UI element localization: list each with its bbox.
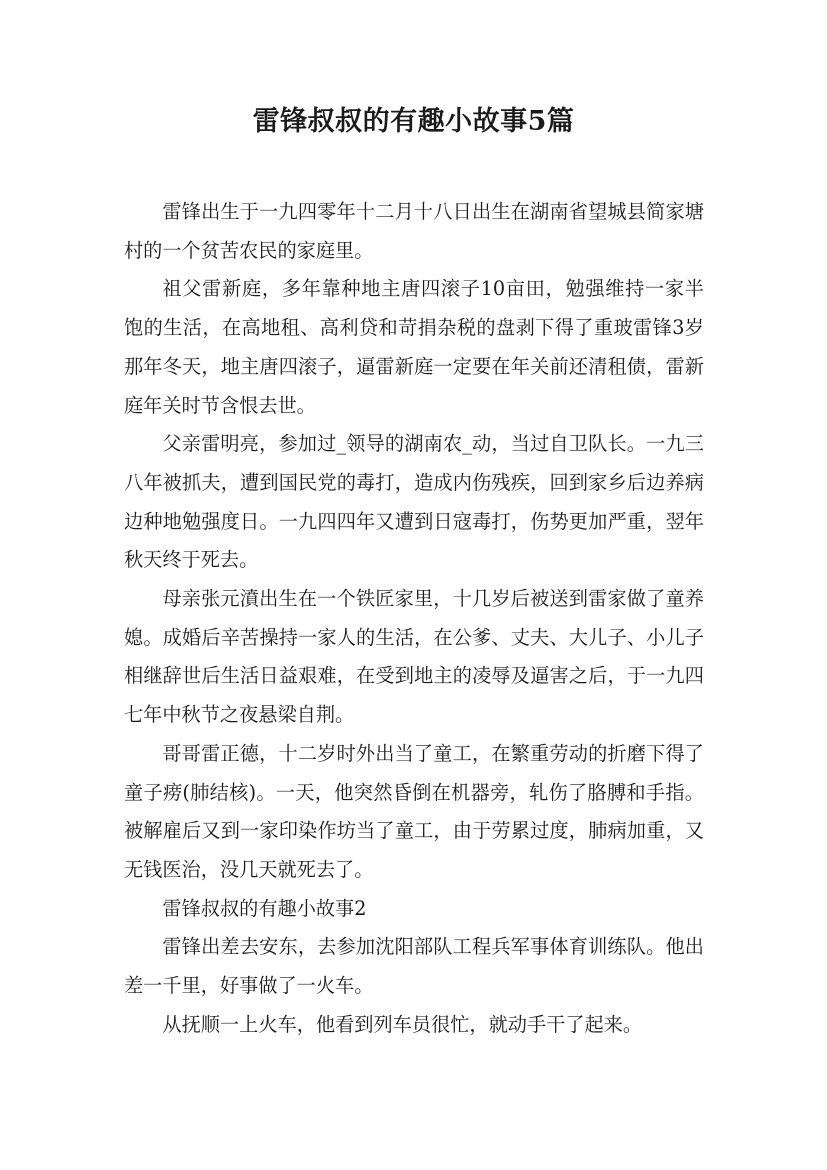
document-title: 雷锋叔叔的有趣小故事5篇 bbox=[252, 106, 575, 137]
document-body bbox=[124, 193, 704, 1044]
paragraph-birth: 雷锋出生于一九四零年十二月十八日出生在湖南省望城县简家塘村的一个贫苦农民的家庭里。 bbox=[124, 200, 704, 262]
paragraph-father: 父亲雷明亮，参加过_领导的湖南农_动，当过自卫队长。一九三八年被抓夫，遭到国民党的毒打，造成内伤残疾，回到家乡后边养病边种地勉强度日。一九四四年又遭到日寇毒打，伤势更加严重，翌年秋天终于死去。 bbox=[124, 432, 704, 572]
paragraph-grandfather: 祖父雷新庭，多年靠种地主唐四滚子10亩田，勉强维持一家半饱的生活，在高地租、高利贷和苛捐杂税的盘剥下得了重玻雷锋3岁那年冬天，地主唐四滚子，逼雷新庭一定要在年关前还清租债，雷新庭年关时节含恨去世。 bbox=[124, 277, 704, 417]
paragraph-mother: 母亲张元濆出生在一个铁匠家里，十几岁后被送到雷家做了童养媳。成婚后辛苦操持一家人的生活，在公爹、丈夫、大儿子、小儿子相继辞世后生活日益艰难，在受到地主的凌辱及逼害之后，于一九四七年中秋节之夜悬梁自荆。 bbox=[124, 587, 704, 727]
paragraph-brother: 哥哥雷正德，十二岁时外出当了童工，在繁重劳动的折磨下得了童子痨(肺结核)。一天，他突然昏倒在机器旁，轧伤了胳膊和手指。被解雇后又到一家印染作坊当了童工，由于劳累过度，肺病加重，又无钱医治，没几天就死去了。 bbox=[124, 741, 704, 881]
paragraph-trip-to-andong: 雷锋出差去安东，去参加沈阳部队工程兵军事体育训练队。他出差一千里，好事做了一火车。 bbox=[124, 935, 704, 998]
paragraph-on-the-train: 从抚顺一上火车，他看到列车员很忙，就动手干了起来。 bbox=[162, 1012, 643, 1036]
section-heading-story-2: 雷锋叔叔的有趣小故事2 bbox=[162, 896, 367, 920]
